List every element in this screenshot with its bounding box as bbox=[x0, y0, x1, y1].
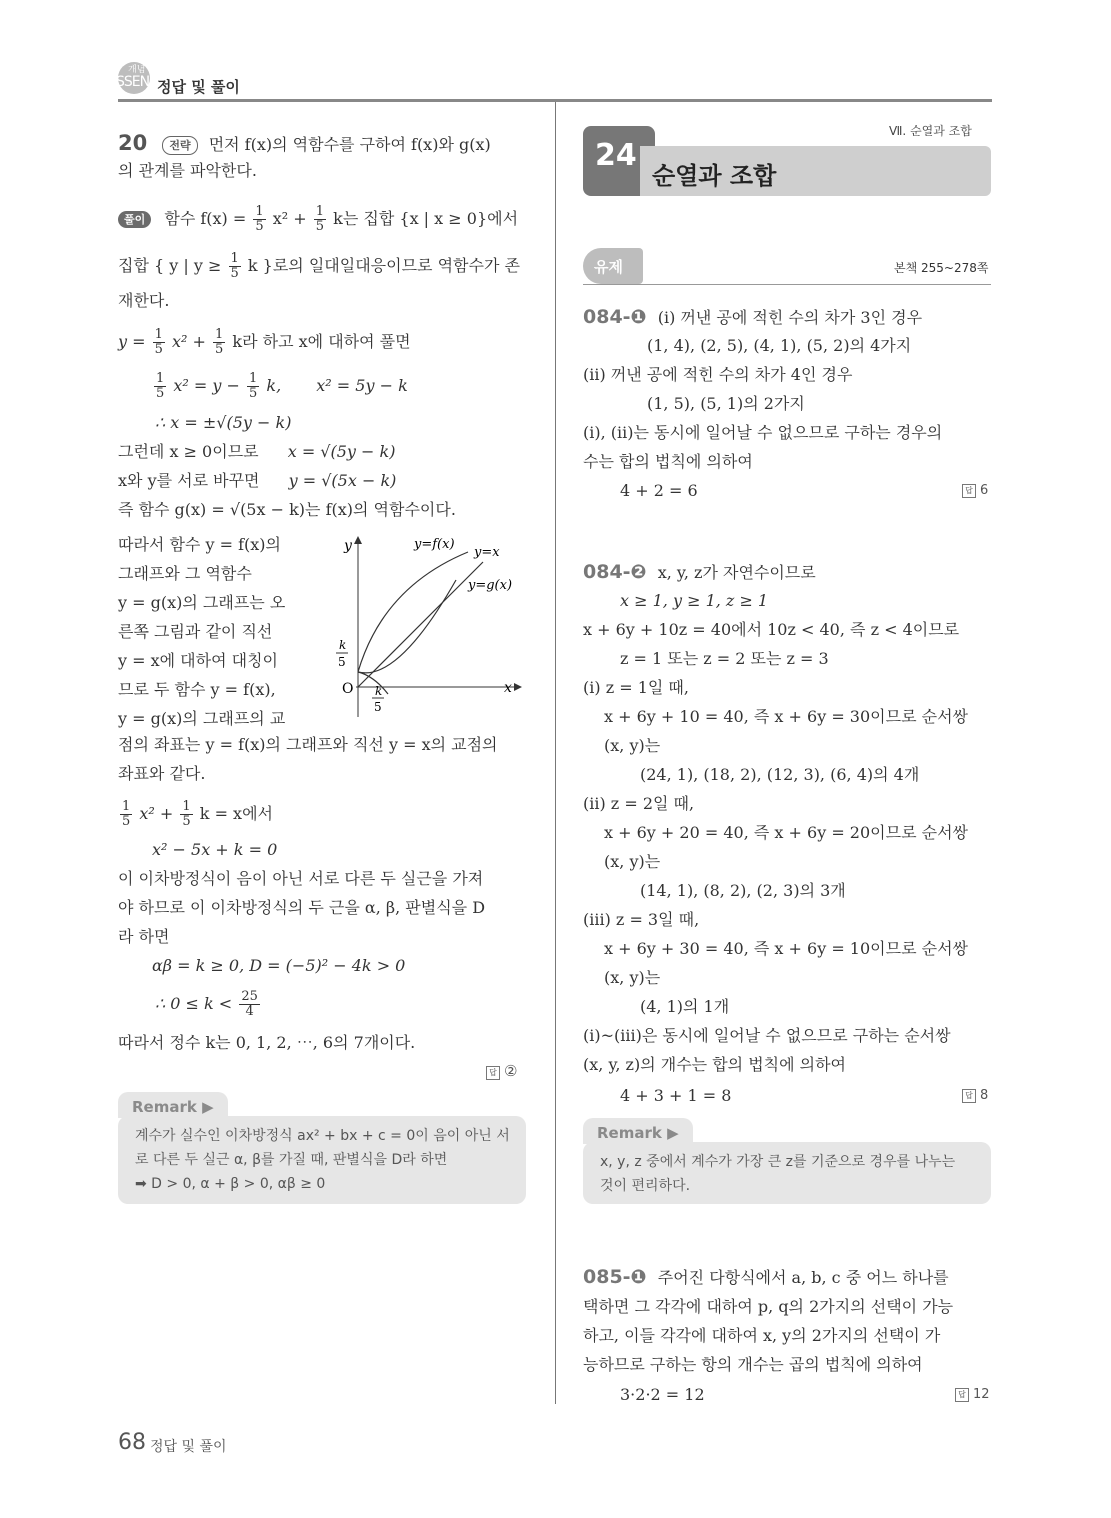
chapter-roman: Ⅶ. 순열과 조합 bbox=[889, 124, 972, 138]
q1-number: 084-❶ bbox=[583, 306, 647, 328]
q2-text: x, y, z가 자연수이므로 bbox=[657, 563, 816, 582]
q2-number: 084-❷ bbox=[583, 561, 647, 583]
wrap-line: y = g(x)의 그래프의 교 bbox=[118, 709, 286, 728]
fraction: $\frac{1}{5}$ bbox=[154, 327, 163, 357]
q2-line-17: (ⅰ)~(ⅲ)은 동시에 일어날 수 없으므로 구하는 순서쌍 bbox=[583, 1026, 951, 1045]
sol-text: k = x에서 bbox=[199, 804, 273, 823]
solution-line-6: ∴ x = ±√(5y − k) bbox=[155, 413, 292, 432]
remark-right-text bbox=[600, 1150, 955, 1198]
sol-text: ∴ 0 ≤ k < bbox=[155, 994, 233, 1013]
q2-line-15: (x, y)는 bbox=[604, 968, 661, 987]
remark-line: 것이 편리하다. bbox=[600, 1178, 691, 1194]
answer-value: ② bbox=[504, 1062, 518, 1080]
header-title: 정답 및 풀이 bbox=[157, 78, 240, 96]
q2-line-18: (x, y, z)의 개수는 합의 법칙에 의하여 bbox=[583, 1055, 847, 1074]
problem-number: 20 bbox=[118, 131, 148, 155]
fraction: $\frac{1}{5}$ bbox=[215, 327, 224, 357]
q2-line-1 bbox=[583, 561, 816, 584]
q1-line-1 bbox=[583, 306, 922, 329]
strategy-tag: 전략 bbox=[162, 136, 197, 155]
answer-value: 6 bbox=[980, 483, 989, 498]
problem-20-line-1 bbox=[118, 132, 491, 156]
sol-text: y = bbox=[118, 332, 146, 351]
q2-line-11: (x, y)는 bbox=[604, 852, 661, 871]
q3-line-2: 택하면 그 각각에 대하여 p, q의 2가지의 선택이 가능 bbox=[583, 1297, 954, 1316]
q1-text: (ⅰ) 꺼낸 공에 적힌 수의 차가 3인 경우 bbox=[657, 308, 923, 327]
strategy-text-2: 의 관계를 파악한다. bbox=[118, 161, 257, 180]
chapter-title: 순열과 조합 bbox=[652, 162, 777, 190]
fraction: $\frac{1}{5}$ bbox=[255, 204, 264, 234]
wrap-line: 그래프와 그 역함수 bbox=[118, 564, 252, 583]
solution-line-7 bbox=[118, 441, 395, 463]
q3-line-1 bbox=[583, 1266, 949, 1289]
function-graph bbox=[328, 532, 528, 722]
sol-text: x와 y를 서로 바꾸면 bbox=[118, 471, 260, 490]
answer-value: 8 bbox=[980, 1088, 989, 1103]
fraction: $\frac{1}{5}$ bbox=[230, 251, 239, 281]
graph-y-tick-num: k bbox=[339, 638, 347, 652]
sol-text: k는 집합 {x | x ≥ 0}에서 bbox=[333, 209, 519, 228]
remark-line: x, y, z 중에서 계수가 가장 큰 z를 기준으로 경우를 나누는 bbox=[600, 1154, 956, 1170]
solution-line-8 bbox=[118, 470, 396, 492]
wrap-line: y = x에 대하여 대칭이 bbox=[118, 651, 279, 670]
q3-text: 주어진 다항식에서 a, b, c 중 어느 하나를 bbox=[657, 1268, 949, 1287]
graph-label-f: y=f(x) bbox=[414, 537, 455, 552]
q2-line-3: x + 6y + 10z = 40에서 10z < 40, 즉 z < 4이므로 bbox=[583, 620, 960, 639]
fraction: $\frac{25}{4}$ bbox=[241, 989, 258, 1019]
sol-text: k라 하고 x에 대하여 풀면 bbox=[232, 332, 411, 351]
q1-line-7: 4 + 2 = 6 bbox=[620, 481, 698, 500]
solution-line-19: 따라서 정수 k는 0, 1, 2, ⋯, 6의 7개이다. bbox=[118, 1033, 416, 1052]
answer-icon: 답 bbox=[486, 1066, 500, 1080]
solution-tag: 풀이 bbox=[118, 211, 151, 228]
sol-text: x² + bbox=[139, 804, 174, 823]
q2-line-7: (x, y)는 bbox=[604, 736, 661, 755]
q2-line-16: (4, 1)의 1개 bbox=[640, 997, 730, 1016]
solution-line-12 bbox=[118, 800, 273, 829]
wrap-line: y = g(x)의 그래프는 오 bbox=[118, 593, 286, 612]
fraction: $\frac{1}{5}$ bbox=[156, 371, 165, 401]
remark-tab-left: Remark ▶ bbox=[118, 1092, 228, 1118]
curve-g bbox=[358, 580, 456, 673]
q2-line-9: (ⅱ) z = 2일 때, bbox=[583, 794, 695, 813]
q2-line-8: (24, 1), (18, 2), (12, 3), (6, 4)의 4개 bbox=[640, 765, 920, 784]
footer-page-number: 68 bbox=[118, 1430, 146, 1455]
remark-left-text bbox=[135, 1124, 510, 1196]
q2-line-12: (14, 1), (8, 2), (2, 3)의 3개 bbox=[640, 881, 846, 900]
graph-label-yx: y=x bbox=[474, 545, 500, 560]
remark-tab-right: Remark ▶ bbox=[583, 1118, 693, 1144]
solution-line-17: αβ = k ≥ 0, D = (−5)² − 4k > 0 bbox=[152, 956, 406, 975]
q2-line-19: 4 + 3 + 1 = 8 bbox=[620, 1086, 732, 1105]
q3-line-3: 하고, 이들 각각에 대하여 x, y의 2가지의 선택이 가 bbox=[583, 1326, 941, 1345]
sol-text: 그런데 x ≥ 0이므로 bbox=[118, 442, 259, 461]
graph-x-tick-den: 5 bbox=[374, 700, 382, 714]
q1-line-3: (ⅱ) 꺼낸 공에 적힌 수의 차가 4인 경우 bbox=[583, 365, 853, 384]
curve-f bbox=[358, 552, 468, 672]
remark-line: ➡ D > 0, α + β > 0, αβ ≥ 0 bbox=[135, 1176, 326, 1192]
answer-20 bbox=[486, 1062, 517, 1080]
sol-text: x² = y − bbox=[173, 376, 240, 395]
fraction: $\frac{1}{5}$ bbox=[182, 799, 191, 829]
sol-text: 함수 f(x) = bbox=[164, 209, 247, 228]
q3-number: 085-❶ bbox=[583, 1266, 647, 1288]
fraction: $\frac{1}{5}$ bbox=[315, 204, 325, 234]
sol-text: k }로의 일대일대응이므로 역함수가 존 bbox=[247, 256, 520, 275]
q1-line-5: (ⅰ), (ⅱ)는 동시에 일어날 수 없으므로 구하는 경우의 bbox=[583, 423, 943, 442]
sol-text: k, bbox=[266, 376, 282, 395]
header-logo-big: SSEN bbox=[116, 74, 150, 90]
answer-icon: 답 bbox=[962, 484, 976, 498]
page-reference: 본책 255~278쪽 bbox=[894, 261, 989, 275]
answer-value: 12 bbox=[973, 1387, 990, 1402]
remark-line: 로 다른 두 실근 α, β를 가질 때, 판별식을 D라 하면 bbox=[135, 1152, 448, 1168]
solution-line-9: 즉 함수 g(x) = √(5x − k)는 f(x)의 역함수이다. bbox=[118, 500, 456, 519]
solution-line-4 bbox=[118, 328, 411, 357]
graph-x-tick-num: k bbox=[375, 684, 383, 698]
graph-label-g: y=g(x) bbox=[468, 578, 513, 593]
solution-line-1 bbox=[118, 205, 518, 234]
solution-line-11: 좌표와 같다. bbox=[118, 764, 206, 783]
remark-line: 계수가 실수인 이차방정식 ax² + bx + c = 0이 음이 아닌 서 bbox=[135, 1128, 510, 1144]
q1-line-2: (1, 4), (2, 5), (4, 1), (5, 2)의 4가지 bbox=[647, 336, 912, 355]
solution-line-15: 야 하므로 이 이차방정식의 두 근을 α, β, 판별식을 D bbox=[118, 898, 486, 917]
q2-line-14: x + 6y + 30 = 40, 즉 x + 6y = 10이므로 순서쌍 bbox=[604, 939, 968, 958]
solution-line-5 bbox=[152, 372, 408, 401]
header-logo-small: 개념 bbox=[128, 65, 146, 75]
q2-line-13: (ⅲ) z = 3일 때, bbox=[583, 910, 700, 929]
sol-text: y = √(5x − k) bbox=[288, 471, 397, 490]
q1-line-6: 수는 합의 법칙에 의하여 bbox=[583, 452, 753, 471]
graph-y-label: y bbox=[344, 538, 352, 554]
solution-line-18 bbox=[155, 990, 262, 1019]
graph-origin-label: O bbox=[342, 681, 354, 697]
solution-line-16: 라 하면 bbox=[118, 927, 170, 946]
answer-icon: 답 bbox=[955, 1388, 969, 1402]
q2-line-6: x + 6y + 10 = 40, 즉 x + 6y = 30이므로 순서쌍 bbox=[604, 707, 968, 726]
sol-text: x² + bbox=[272, 209, 307, 228]
q1-line-4: (1, 5), (5, 1)의 2가지 bbox=[647, 394, 805, 413]
wrap-line: 따라서 함수 y = f(x)의 bbox=[118, 535, 281, 554]
wrap-line: 므로 두 함수 y = f(x), bbox=[118, 680, 276, 699]
q2-line-10: x + 6y + 20 = 40, 즉 x + 6y = 20이므로 순서쌍 bbox=[604, 823, 968, 842]
q2-line-2: x ≥ 1, y ≥ 1, z ≥ 1 bbox=[620, 591, 769, 610]
yuje-rule bbox=[583, 284, 991, 285]
sol-text: { y | y ≥ bbox=[154, 256, 222, 275]
graph-y-tick-den: 5 bbox=[338, 655, 346, 669]
yuje-tag: 유제 bbox=[594, 258, 623, 276]
sol-text: x² + bbox=[172, 332, 206, 351]
wrap-text bbox=[118, 530, 285, 733]
solution-line-3: 재한다. bbox=[118, 291, 170, 310]
solution-line-13: x² − 5x + k = 0 bbox=[152, 840, 278, 859]
column-divider bbox=[555, 102, 556, 1404]
solution-line-2 bbox=[118, 252, 520, 281]
answer-q3 bbox=[955, 1387, 990, 1402]
strategy-text: 먼저 f(x)의 역함수를 구하여 f(x)와 g(x) bbox=[208, 135, 491, 154]
sol-text: x² = 5y − k bbox=[316, 376, 408, 395]
graph-x-label: x bbox=[504, 680, 512, 696]
answer-q2 bbox=[962, 1088, 988, 1103]
q2-line-4: z = 1 또는 z = 2 또는 z = 3 bbox=[620, 649, 829, 668]
fraction: $\frac{1}{5}$ bbox=[122, 799, 131, 829]
sol-text: 집합 bbox=[118, 256, 149, 275]
sol-text: x = √(5y − k) bbox=[287, 442, 396, 461]
solution-line-10: 점의 좌표는 y = f(x)의 그래프와 직선 y = x의 교점의 bbox=[118, 735, 498, 754]
answer-q1 bbox=[962, 483, 988, 498]
solution-line-14: 이 이차방정식이 음이 아닌 서로 다른 두 실근을 가져 bbox=[118, 869, 484, 888]
q3-line-4: 능하므로 구하는 항의 개수는 곱의 법칙에 의하여 bbox=[583, 1355, 923, 1374]
wrap-line: 른쪽 그림과 같이 직선 bbox=[118, 622, 273, 641]
line-y-equals-x bbox=[358, 562, 483, 687]
q3-line-5: 3·2·2 = 12 bbox=[620, 1385, 705, 1404]
fraction: $\frac{1}{5}$ bbox=[249, 371, 258, 401]
q2-line-5: (ⅰ) z = 1일 때, bbox=[583, 678, 689, 697]
footer-label: 정답 및 풀이 bbox=[150, 1439, 227, 1455]
chapter-number: 24 bbox=[595, 138, 637, 173]
answer-icon: 답 bbox=[962, 1089, 976, 1103]
